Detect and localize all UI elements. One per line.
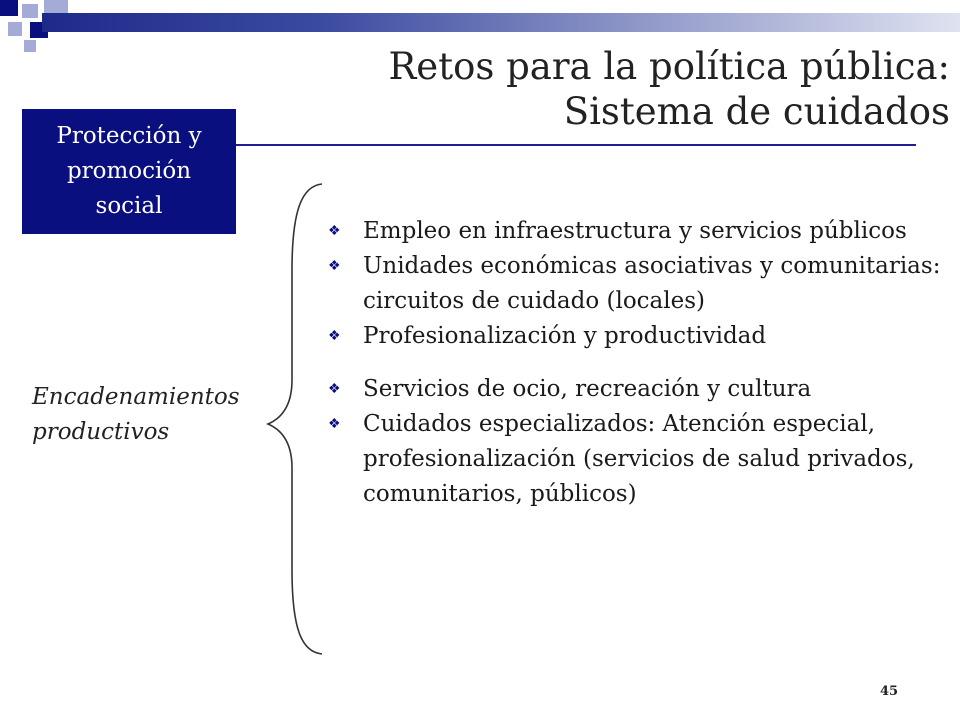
list-item — [326, 319, 946, 354]
decor-square-4 — [8, 22, 22, 36]
slide-title-line1: Retos para la política pública: — [388, 45, 950, 88]
list-item — [326, 249, 946, 319]
list-item-text: Empleo en infraestructura y servicios públicos — [363, 218, 907, 244]
side-label — [32, 380, 272, 450]
slide-title-line2: Sistema de cuidados — [563, 90, 950, 133]
list-item-text: Unidades económicas asociativas y comunitarias: circuitos de cuidado (locales) — [363, 253, 941, 314]
group-spacer — [326, 354, 946, 372]
list-item — [326, 372, 946, 407]
header-gradient-bar — [42, 13, 960, 32]
decor-square-2 — [22, 4, 38, 18]
side-label-line2: productivos — [32, 419, 170, 445]
list-item-text: Profesionalización y productividad — [363, 323, 767, 349]
diamond-bullet-icon: ❖ — [328, 328, 341, 344]
decor-square-1 — [0, 0, 18, 16]
diamond-bullet-icon: ❖ — [328, 381, 341, 397]
diamond-bullet-icon: ❖ — [328, 416, 341, 432]
diamond-bullet-icon: ❖ — [328, 223, 341, 239]
side-label-line1: Encadenamientos — [32, 384, 240, 410]
category-box-line3: social — [95, 193, 163, 219]
curly-brace-icon — [262, 180, 322, 658]
category-box-line2: promoción — [66, 158, 192, 184]
diamond-bullet-icon: ❖ — [328, 258, 341, 274]
decor-square-6 — [24, 40, 36, 52]
list-item — [326, 214, 946, 249]
bullet-list — [326, 214, 946, 512]
category-box-line1: Protección y — [56, 123, 202, 149]
list-item — [326, 407, 946, 512]
page-number: 45 — [880, 684, 899, 699]
list-item-text: Servicios de ocio, recreación y cultura — [363, 376, 812, 402]
category-box — [22, 109, 236, 234]
list-item-text: Cuidados especializados: Atención especial, profesionalización (servicios de salud privados, comunitarios, públicos) — [363, 411, 915, 507]
slide-title — [250, 44, 950, 134]
title-underline — [236, 144, 916, 146]
